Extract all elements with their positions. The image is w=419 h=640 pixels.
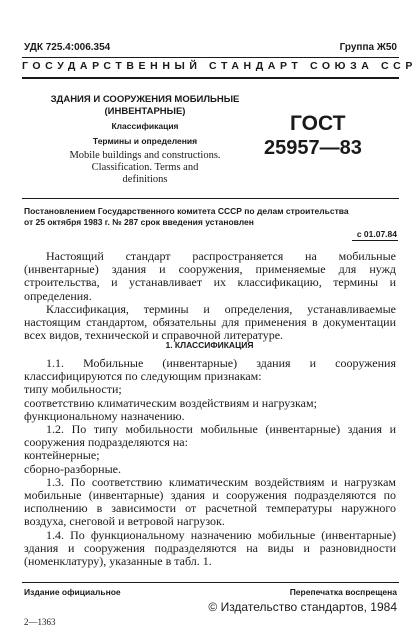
official-edition: Издание официальное <box>24 587 121 597</box>
clause-1-4: 1.4. По функциональному назначению мобильные (инвентарные) здания и сооружения подразделяются на виды и разновидности (номенклатуру), указанные в табл. 1. <box>24 527 396 569</box>
effective-date: с 01.07.84 <box>356 229 397 239</box>
clause-1-2-item: контейнерные; <box>24 448 100 463</box>
section-1-body <box>24 357 396 568</box>
subtitle-classification: Классификация <box>111 121 179 131</box>
group-code: Группа Ж50 <box>339 42 397 53</box>
gost-number: 25957—83 <box>264 137 362 159</box>
reprint-notice: Перепечатка воспрещена <box>289 587 397 597</box>
intro-text <box>24 250 396 342</box>
clause-1-1: 1.1. Мобильные (инвентарные) здания и сооружения классифицируются по следующим признакам: <box>24 356 396 384</box>
title-block <box>40 94 250 186</box>
decree-line-2: от 25 октября 1983 г. № 287 срок введения установлен <box>24 217 254 227</box>
english-title-1: Mobile buildings and constructions. <box>69 150 221 161</box>
clause-1-2: 1.2. По типу мобильности мобильные (инвентарные) здания и сооружения подразделяются на: <box>24 422 396 450</box>
gost-label: ГОСТ <box>290 112 346 135</box>
document-title: ЗДАНИЯ И СООРУЖЕНИЯ МОБИЛЬНЫЕ <box>50 94 240 105</box>
clause-1-3: 1.3. По соответствию климатическим воздействиям и нагрузкам мобильные (инвентарные) здания и сооружения подразделяются по исполнению в зависимости от расчетной температуры наружного воздуха, снеговой и ветровой нагрузок. <box>24 474 396 529</box>
intro-paragraph: Классификация, термины и определения, устанавливаемые настоящим стандартом, обязательны для применения в документации всех видов, технической и справочной литературе. <box>24 301 396 343</box>
intro-paragraph: Настоящий стандарт распространяется на мобильные (инвентарные) здания и сооружения, применяемые для нужд строительства, и устанавливает их классификацию, термины и определения. <box>24 249 396 303</box>
decree-line-1: Постановлением Государственного комитета СССР по делам строительства <box>24 206 349 216</box>
section-heading: 1. КЛАССИФИКАЦИЯ <box>165 340 254 350</box>
clause-1-1-item: соответствию климатическим воздействиям и нагрузкам; <box>24 395 317 410</box>
decree-rule <box>22 198 399 199</box>
english-title-3: definitions <box>122 174 168 185</box>
footer-rule <box>22 582 399 583</box>
standard-banner: ГОСУДАРСТВЕННЫЙ СТАНДАРТ СОЮЗА ССР <box>22 60 417 72</box>
subtitle-terms: Термины и определения <box>92 136 198 146</box>
udk-code: УДК 725.4:006.354 <box>24 42 111 53</box>
clause-1-1-item: типу мобильности; <box>24 382 122 397</box>
banner-rule <box>22 77 399 79</box>
document-title-qualifier: (ИНВЕНТАРНЫЕ) <box>104 106 186 117</box>
english-title-2: Classification. Terms and <box>91 162 199 173</box>
clause-1-2-item: сборно-разборные. <box>24 461 121 476</box>
clause-1-1-item: функциональному назначению. <box>24 408 185 423</box>
copyright: © Издательство стандартов, 1984 <box>208 600 397 614</box>
date-underline <box>352 240 398 241</box>
top-rule <box>22 57 399 58</box>
print-code: 2—1363 <box>24 617 56 627</box>
